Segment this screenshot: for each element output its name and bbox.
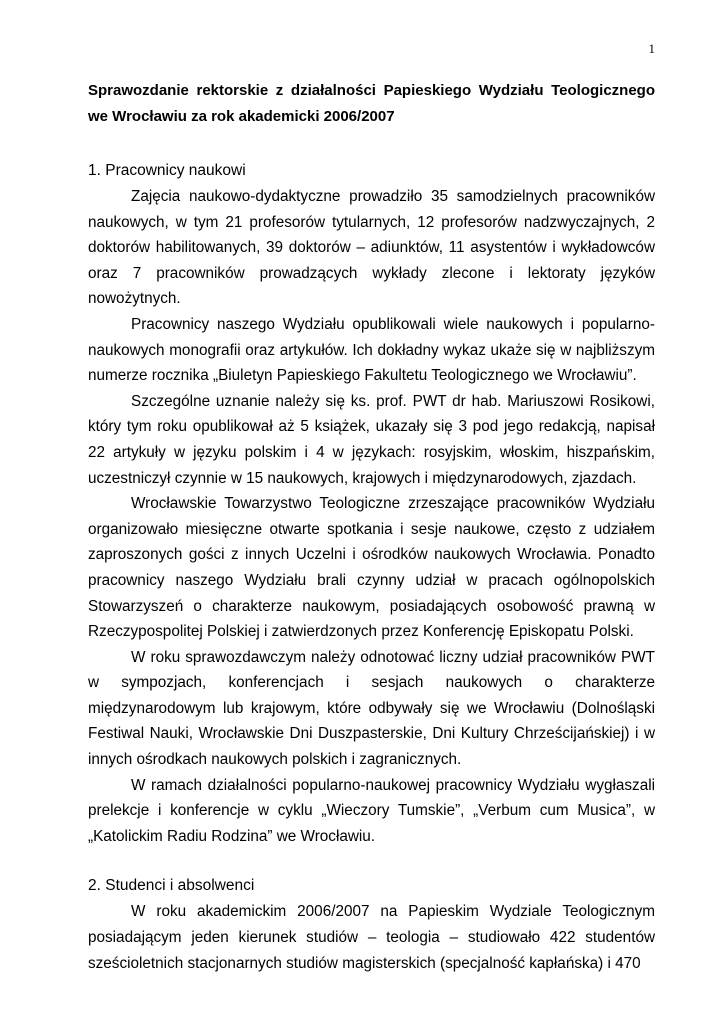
paragraph: W ramach działalności popularno-naukowej pracownicy Wydziału wygłaszali prelekcje i konferencje w cyklu „Wieczory Tumskie”, „Verbum cum Musica”, w „Katolickim Radiu Rodzina” we Wrocławiu. (88, 776, 655, 845)
section-heading: 2. Studenci i absolwenci (88, 877, 255, 895)
document-body (88, 78, 655, 976)
paragraph: W roku sprawozdawczym należy odnotować liczny udział pracowników PWT w sympozjach, konferencjach i sesjach naukowych o charakterze międzynarodowym lub krajowym, które odbywały się we Wrocławiu (Dolnośląski Festiwal Nauki, Wrocławskie Dni Duszpasterskie, Dni Kultury Chrześcijańskiej) i w innych ośrodkach naukowych polskich i zagranicznych. (88, 648, 655, 769)
paragraph: Pracownicy naszego Wydziału opublikowali wiele naukowych i popularno-naukowych monografii oraz artykułów. Ich dokładny wykaz ukaże się w najbliższym numerze rocznika „Biuletyn Papieskiego Fakultetu Teologicznego we Wrocławiu”. (88, 315, 655, 385)
section-researchers (88, 158, 655, 849)
paragraph: Zajęcia naukowo-dydaktyczne prowadziło 35 samodzielnych pracowników naukowych, w tym 21 profesorów tytularnych, 12 profesorów nadzwyczajnych, 2 doktorów habilitowanych, 39 doktorów – adiunktów, 11 asystentów i wykładowców oraz 7 pracowników prowadzących wykłady zlecone i lektoraty języków nowożytnych. (88, 188, 655, 308)
paragraph: Wrocławskie Towarzystwo Teologiczne zrzeszające pracowników Wydziału organizowało miesięczne otwarte spotkania i sesje naukowe, często z udziałem zaproszonych gości z innych Uczelni i ośrodków naukowych Wrocławia. Ponadto pracownicy naszego Wydziału brali czynny udział w pracach ogólnopolskich Stowarzyszeń o charakterze naukowym, posiadających osobowość prawną w Rzeczypospolitej Polskiej i zatwierdzonych przez Konferencję Episkopatu Polski. (88, 495, 655, 641)
paragraph: Szczególne uznanie należy się ks. prof. PWT dr hab. Mariuszowi Rosikowi, który tym roku opublikował aż 5 książek, ukazały się 3 pod jego redakcją, napisał 22 artykuły w języku polskim i 4 w językach: rosyjskim, włoskim, hiszpańskim, uczestniczył czynnie w 15 naukowych, krajowych i międzynarodowych, zjazdach. (88, 392, 655, 487)
document-title: Sprawozdanie rektorskie z działalności Papieskiego Wydziału Teologicznego we Wrocławiu za rok akademicki 2006/2007 (88, 82, 655, 125)
section-students (88, 873, 655, 976)
paragraph: W roku akademickim 2006/2007 na Papieskim Wydziale Teologicznym posiadającym jeden kierunek studiów – teologia – studiowało 422 studentów sześcioletnich stacjonarnych studiów magisterskich (specjalność kapłańska) i 470 (88, 903, 655, 972)
page-number: 1 (648, 41, 655, 56)
section-heading: 1. Pracownicy naukowi (88, 162, 246, 179)
